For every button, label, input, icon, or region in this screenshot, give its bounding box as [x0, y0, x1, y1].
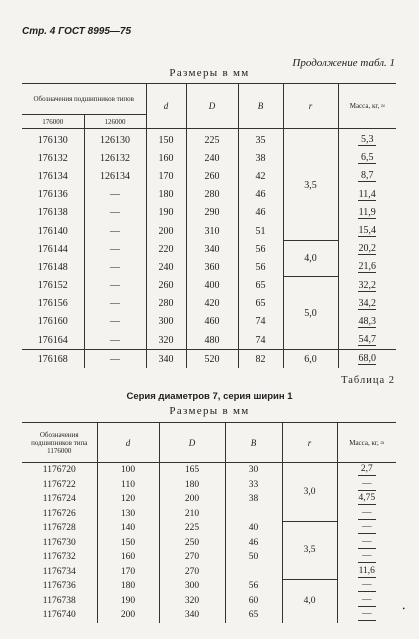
table-row	[22, 222, 396, 240]
cell-mass	[337, 536, 396, 551]
table-row	[22, 240, 396, 258]
cell-type1: 176148	[22, 258, 84, 276]
cell-D: 320	[159, 594, 225, 609]
cell-type2: 126130	[84, 129, 146, 150]
col-B-header: B	[238, 84, 283, 129]
table-row	[22, 536, 396, 551]
cell-B: 35	[238, 129, 283, 150]
cell-D: 480	[186, 331, 238, 350]
cell-d: 130	[97, 507, 159, 522]
cell-mass	[338, 350, 396, 369]
cell-D: 280	[186, 186, 238, 204]
table-row	[22, 331, 396, 350]
cell-mass	[338, 295, 396, 313]
cell-type1: 176144	[22, 240, 84, 258]
cell-D: 225	[159, 521, 225, 536]
cell-type2: —	[84, 204, 146, 222]
table2-label: Таблица 2	[341, 375, 395, 386]
col-mass-header: Масса, кг, ≈	[338, 84, 396, 129]
cell-mass-value: —	[358, 551, 376, 563]
cell-B	[225, 507, 282, 522]
cell-r: 4,0	[282, 579, 337, 623]
cell-type2: —	[84, 186, 146, 204]
cell-mass	[337, 492, 396, 507]
cell-d: 180	[146, 186, 186, 204]
cell-designation: 1176734	[22, 565, 97, 580]
cell-B: 46	[225, 536, 282, 551]
cell-mass-value: —	[358, 508, 376, 520]
cell-B	[225, 565, 282, 580]
col-r-header: r	[282, 423, 337, 463]
page-mark: •	[402, 605, 405, 613]
cell-B: 38	[238, 149, 283, 167]
cell-mass	[338, 331, 396, 350]
cell-designation: 1176720	[22, 463, 97, 478]
cell-type2: —	[84, 277, 146, 295]
cell-B: 46	[238, 204, 283, 222]
cell-d: 320	[146, 331, 186, 350]
cell-B: 56	[238, 240, 283, 258]
cell-type1: 176138	[22, 204, 84, 222]
table-row	[22, 186, 396, 204]
cell-B: 33	[225, 478, 282, 493]
cell-type2: 126134	[84, 167, 146, 185]
cell-d: 160	[97, 550, 159, 565]
cell-mass	[338, 222, 396, 240]
cell-mass	[337, 463, 396, 478]
cell-type2: —	[84, 258, 146, 276]
cell-D: 400	[186, 277, 238, 295]
col-r-header: r	[283, 84, 338, 129]
cell-D: 270	[159, 565, 225, 580]
cell-B: 65	[238, 277, 283, 295]
cell-B: 82	[238, 350, 283, 369]
cell-designation: 1176740	[22, 608, 97, 623]
cell-D: 240	[186, 149, 238, 167]
cell-r: 5,0	[283, 277, 338, 350]
cell-d: 300	[146, 313, 186, 331]
cell-B: 50	[225, 550, 282, 565]
cell-D: 460	[186, 313, 238, 331]
cell-mass-value: 11,6	[358, 565, 375, 576]
cell-mass	[337, 594, 396, 609]
cell-d: 120	[97, 492, 159, 507]
cell-mass	[338, 240, 396, 258]
table-row	[22, 463, 396, 478]
cell-type1: 176152	[22, 277, 84, 295]
cell-designation: 1176730	[22, 536, 97, 551]
cell-d: 180	[97, 579, 159, 594]
col-mass-header: Масса, кг, ≈	[337, 423, 396, 463]
col-type2-header: 126000	[84, 115, 146, 129]
cell-mass-value: 32,2	[358, 279, 376, 291]
cell-D: 420	[186, 295, 238, 313]
cell-d: 190	[97, 594, 159, 609]
table-2	[22, 422, 396, 623]
col-d-header: d	[146, 84, 186, 129]
table-row	[22, 550, 396, 565]
table-row	[22, 579, 396, 594]
cell-mass-value: 5,3	[358, 134, 376, 146]
table-row	[22, 313, 396, 331]
col-type1-header: 176000	[22, 115, 84, 129]
page-header: Стр. 4 ГОСТ 8995—75	[22, 26, 131, 37]
table-row	[22, 478, 396, 493]
table-row	[22, 258, 396, 276]
cell-mass-value: —	[358, 595, 376, 607]
cell-d: 340	[146, 350, 186, 369]
cell-mass	[338, 204, 396, 222]
cell-type1: 176164	[22, 331, 84, 350]
cell-d: 110	[97, 478, 159, 493]
cell-B: 56	[225, 579, 282, 594]
cell-mass-value: —	[358, 537, 376, 549]
cell-mass-value: 11,9	[358, 206, 376, 218]
cell-mass-value: 68,0	[358, 353, 376, 365]
cell-type1: 176134	[22, 167, 84, 185]
cell-d: 200	[97, 608, 159, 623]
cell-type1: 176160	[22, 313, 84, 331]
cell-mass-value: —	[358, 479, 376, 491]
cell-designation: 1176738	[22, 594, 97, 609]
cell-B: 42	[238, 167, 283, 185]
cell-B: 74	[238, 331, 283, 350]
cell-D: 210	[159, 507, 225, 522]
table2-series: Серия диаметров 7, серия ширин 1	[126, 391, 293, 402]
table-row	[22, 277, 396, 295]
cell-mass	[337, 521, 396, 536]
table-row	[22, 594, 396, 609]
cell-D: 310	[186, 222, 238, 240]
cell-B: 40	[225, 521, 282, 536]
cell-mass	[338, 149, 396, 167]
cell-designation: 1176726	[22, 507, 97, 522]
cell-B: 38	[225, 492, 282, 507]
cell-d: 200	[146, 222, 186, 240]
cell-designation: 1176728	[22, 521, 97, 536]
cell-r: 3,5	[283, 129, 338, 241]
col-D-header: D	[186, 84, 238, 129]
cell-B: 60	[225, 594, 282, 609]
cell-mass	[338, 313, 396, 331]
cell-mass-value: —	[358, 522, 376, 534]
col-B-header: B	[225, 423, 282, 463]
cell-D: 270	[159, 550, 225, 565]
cell-mass-value: 20,2	[358, 243, 376, 255]
cell-mass	[338, 277, 396, 295]
table-row	[22, 295, 396, 313]
col-designation-header: Обозначения подшипников типа 1176000	[22, 423, 97, 463]
cell-mass	[337, 565, 396, 580]
cell-d: 100	[97, 463, 159, 478]
cell-B: 65	[225, 608, 282, 623]
col-d-header: d	[97, 423, 159, 463]
cell-D: 260	[186, 167, 238, 185]
cell-D: 180	[159, 478, 225, 493]
table-row	[22, 507, 396, 522]
table-row	[22, 149, 396, 167]
continuation-label: Продолжение табл. 1	[292, 57, 395, 69]
table-row	[22, 565, 396, 580]
cell-mass	[337, 579, 396, 594]
cell-mass-value: 54,7	[358, 334, 376, 346]
cell-type2: —	[84, 222, 146, 240]
cell-mass-value: 4,75	[358, 493, 376, 504]
cell-D: 340	[186, 240, 238, 258]
table-1	[22, 83, 396, 368]
cell-mass	[338, 129, 396, 150]
cell-type2: 126132	[84, 149, 146, 167]
cell-d: 280	[146, 295, 186, 313]
cell-type1: 176130	[22, 129, 84, 150]
table2-caption: Размеры в мм	[169, 405, 250, 417]
cell-type1: 176140	[22, 222, 84, 240]
cell-mass-value: 34,2	[358, 297, 376, 309]
cell-type2: —	[84, 331, 146, 350]
table1-caption: Размеры в мм	[169, 67, 250, 79]
cell-B: 46	[238, 186, 283, 204]
cell-B: 56	[238, 258, 283, 276]
cell-D: 290	[186, 204, 238, 222]
cell-type2: —	[84, 295, 146, 313]
cell-d: 170	[146, 167, 186, 185]
cell-r: 6,0	[283, 350, 338, 369]
cell-D: 300	[159, 579, 225, 594]
designation-group-header: Обозначения подшипников типов	[22, 84, 146, 115]
cell-mass-value: 8,7	[358, 170, 376, 182]
table-row	[22, 129, 396, 150]
cell-d: 160	[146, 149, 186, 167]
table-row	[22, 492, 396, 507]
cell-mass	[337, 608, 396, 623]
cell-mass-value: —	[358, 580, 376, 592]
cell-designation: 1176724	[22, 492, 97, 507]
table-row	[22, 204, 396, 222]
col-D-header: D	[159, 423, 225, 463]
cell-D: 520	[186, 350, 238, 369]
cell-d: 150	[97, 536, 159, 551]
cell-r: 4,0	[283, 240, 338, 276]
cell-d: 190	[146, 204, 186, 222]
cell-mass	[338, 258, 396, 276]
cell-B: 65	[238, 295, 283, 313]
cell-D: 225	[186, 129, 238, 150]
cell-designation: 1176732	[22, 550, 97, 565]
cell-D: 340	[159, 608, 225, 623]
cell-mass-value: 11,4	[358, 188, 376, 200]
cell-d: 240	[146, 258, 186, 276]
cell-type2: —	[84, 350, 146, 369]
cell-mass-value: 21,6	[358, 261, 376, 273]
cell-r: 3,0	[282, 463, 337, 522]
table-row	[22, 521, 396, 536]
cell-mass	[337, 507, 396, 522]
cell-designation: 1176722	[22, 478, 97, 493]
cell-r: 3,5	[282, 521, 337, 579]
cell-type2: —	[84, 240, 146, 258]
cell-mass	[337, 478, 396, 493]
cell-type1: 176136	[22, 186, 84, 204]
cell-D: 200	[159, 492, 225, 507]
cell-type2: —	[84, 313, 146, 331]
cell-mass-value: 15,4	[358, 225, 376, 237]
cell-B: 51	[238, 222, 283, 240]
cell-B: 30	[225, 463, 282, 478]
cell-mass	[338, 186, 396, 204]
table-row	[22, 350, 396, 369]
cell-mass-value: 48,3	[358, 315, 376, 327]
cell-B: 74	[238, 313, 283, 331]
cell-type1: 176168	[22, 350, 84, 369]
cell-designation: 1176736	[22, 579, 97, 594]
cell-D: 250	[159, 536, 225, 551]
cell-d: 150	[146, 129, 186, 150]
cell-mass-value: 6,5	[358, 152, 376, 164]
table-row	[22, 167, 396, 185]
cell-mass-value: 2,7	[358, 464, 376, 476]
cell-D: 165	[159, 463, 225, 478]
table-row	[22, 608, 396, 623]
cell-mass	[338, 167, 396, 185]
cell-mass	[337, 550, 396, 565]
cell-mass-value: —	[358, 609, 376, 621]
cell-d: 220	[146, 240, 186, 258]
cell-d: 140	[97, 521, 159, 536]
cell-d: 170	[97, 565, 159, 580]
cell-D: 360	[186, 258, 238, 276]
cell-d: 260	[146, 277, 186, 295]
cell-type1: 176132	[22, 149, 84, 167]
cell-type1: 176156	[22, 295, 84, 313]
